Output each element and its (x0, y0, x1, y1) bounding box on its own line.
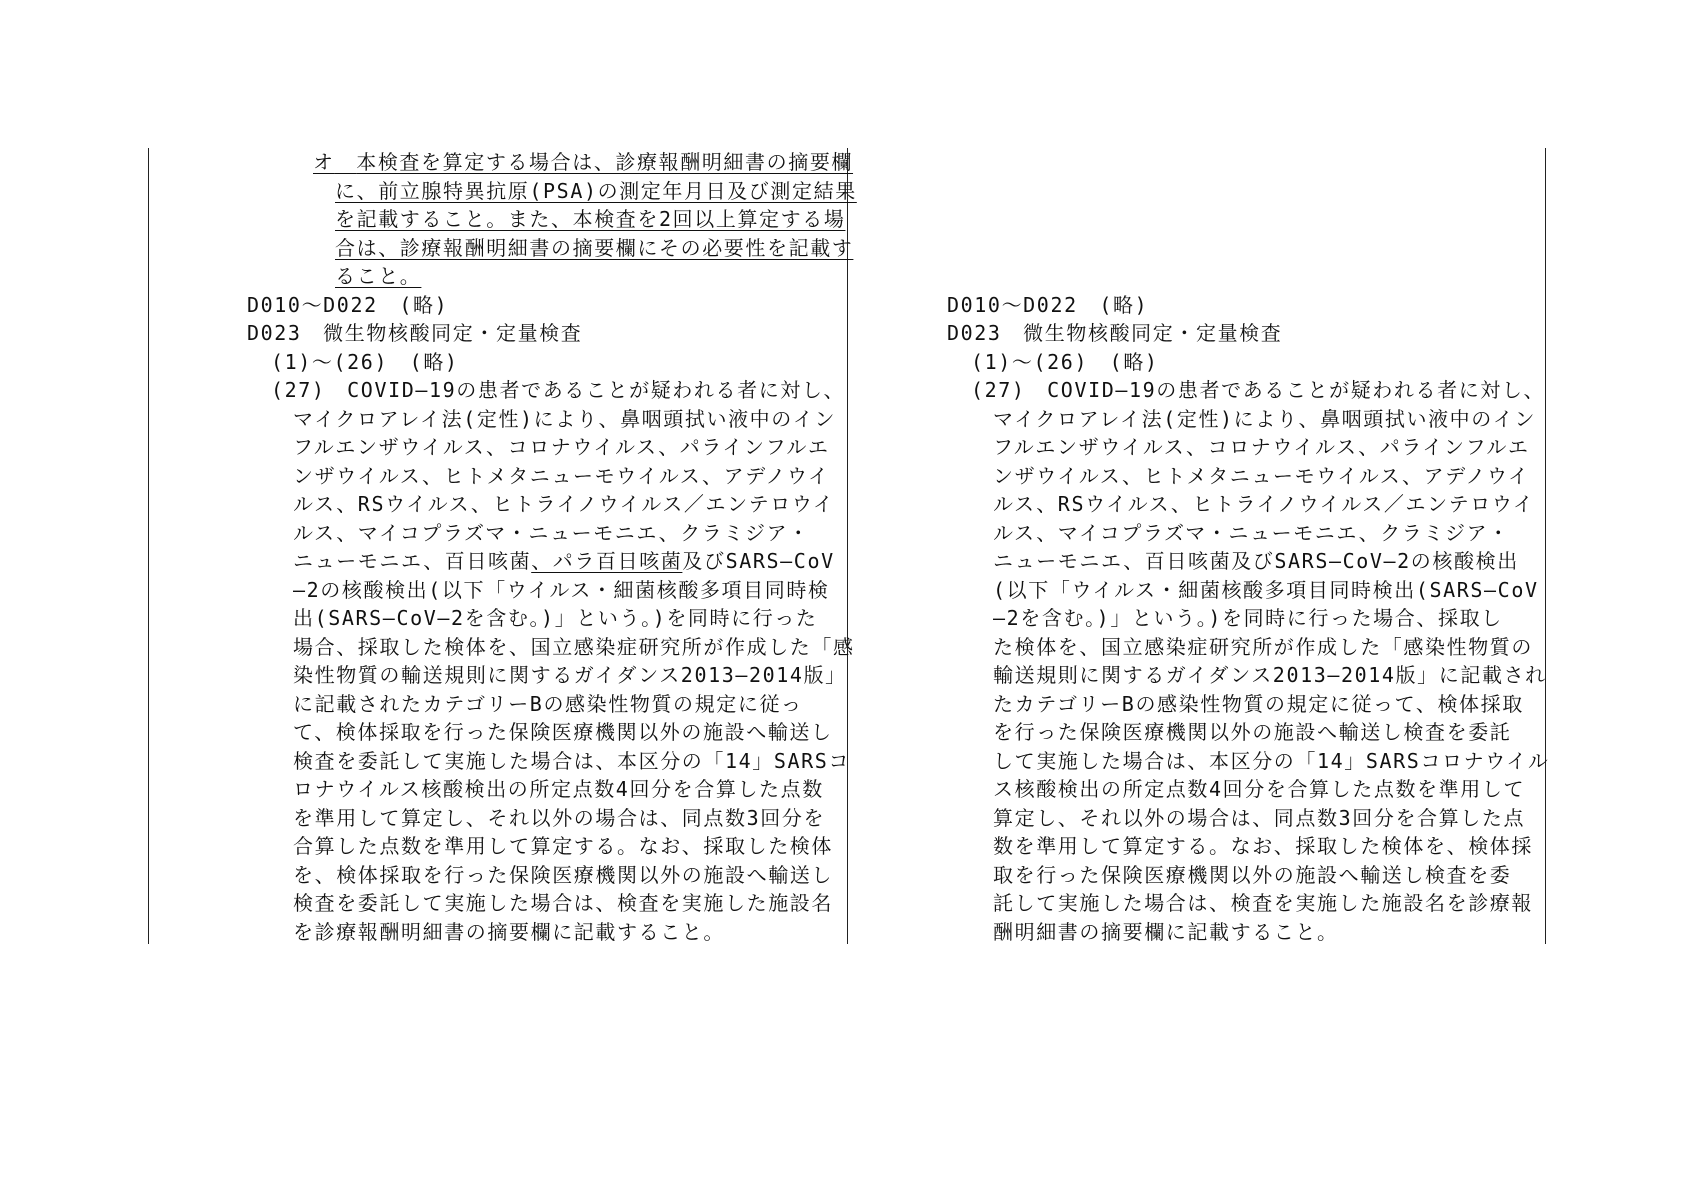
paragraph-line: 検査を委託して実施した場合は、検査を実施した施設名 (293, 891, 833, 915)
section-heading: D023 微生物核酸同定・定量検査 (247, 321, 583, 345)
paragraph-line: ス核酸検出の所定点数4回分を合算した点数を準用して (993, 777, 1526, 801)
paragraph-lead: (27) COVID―19の患者であることが疑われる者に対し、 (271, 378, 846, 402)
item-o-line-4: 合は、診療報酬明細書の摘要欄にその必要性を記載す (335, 235, 854, 260)
paragraph-line: ロナウイルス核酸検出の所定点数4回分を合算した点数 (293, 777, 824, 801)
paragraph-line: 場合、採取した検体を、国立感染症研究所が作成した「感 (293, 634, 855, 659)
subitem-omitted: (1)～(26) (略) (271, 349, 459, 374)
paragraph-line: ―2の核酸検出(以下「ウイルス・細菌核酸多項目同時検 (293, 577, 830, 602)
current-column (947, 148, 1550, 946)
paragraph-line: フルエンザウイルス、コロナウイルス、パラインフルエ (293, 435, 830, 459)
section-heading: D010～D022 (略) (247, 292, 449, 317)
subitem-omitted: (1)～(26) (略) (971, 349, 1159, 374)
item-o-line-2: に、前立腺特異抗原(PSA)の測定年月日及び測定結果 (335, 178, 857, 203)
paragraph-line: を、検体採取を行った保険医療機関以外の施設へ輸送し (293, 862, 833, 887)
paragraph-line: ルス、マイコプラズマ・ニューモニエ、クラミジア・ (993, 520, 1510, 545)
paragraph-line: ルス、マイコプラズマ・ニューモニエ、クラミジア・ (293, 520, 810, 545)
paragraph-line: 数を準用して算定する。なお、採取した検体を、検体採 (993, 834, 1533, 858)
paragraph-line: ルス、RSウイルス、ヒトライノウイルス／エンテロウイ (993, 492, 1535, 516)
paragraph-line: 託して実施した場合は、検査を実施した施設名を診療報 (993, 891, 1533, 915)
paragraph-line: マイクロアレイ法(定性)により、鼻咽頭拭い液中のイン (293, 406, 837, 431)
paragraph-line: 出(SARS―CoV―2を含む。)」という。)を同時に行った (293, 606, 818, 630)
paragraph-line: 酬明細書の摘要欄に記載すること。 (993, 919, 1339, 944)
paragraph-line: ンザウイルス、ヒトメタニューモウイルス、アデノウイ (293, 463, 830, 488)
comparison-table (148, 148, 1550, 944)
paragraph-line: 取を行った保険医療機関以外の施設へ輸送し検査を委 (993, 862, 1512, 887)
paragraph-line: を行った保険医療機関以外の施設へ輸送し検査を委託 (993, 720, 1512, 744)
section-heading: D010～D022 (略) (947, 292, 1149, 317)
paragraph-line: を準用して算定し、それ以外の場合は、同点数3回分を (293, 805, 826, 830)
paragraph-line: 輸送規則に関するガイダンス2013―2014版」に記載され (993, 663, 1547, 687)
paragraph-line: 合算した点数を準用して算定する。なお、採取した検体 (293, 834, 833, 858)
inserted-text: 、パラ百日咳菌 (531, 549, 683, 573)
paragraph-line: 算定し、それ以外の場合は、同点数3回分を合算した点 (993, 805, 1526, 830)
paragraph-line: て、検体採取を行った保険医療機関以外の施設へ輸送し (293, 720, 833, 744)
paragraph-line: マイクロアレイ法(定性)により、鼻咽頭拭い液中のイン (993, 406, 1537, 431)
paragraph-line: (以下「ウイルス・細菌核酸多項目同時検出(SARS―CoV (993, 577, 1539, 602)
revised-column (247, 148, 857, 946)
paragraph-line: ルス、RSウイルス、ヒトライノウイルス／エンテロウイ (293, 492, 835, 516)
item-o-line-1: オ 本検査を算定する場合は、診療報酬明細書の摘要欄 (313, 150, 854, 174)
paragraph-line: 染性物質の輸送規則に関するガイダンス2013―2014版」 (293, 663, 847, 687)
item-o-label: オ (313, 150, 335, 174)
paragraph-line: ニューモニエ、百日咳菌及びSARS―CoV―2の核酸検出 (993, 549, 1519, 573)
paragraph-line-with-insertion: ニューモニエ、百日咳菌、パラ百日咳菌及びSARS―CoV (293, 549, 835, 573)
paragraph-line: た検体を、国立感染症研究所が作成した「感染性物質の (993, 634, 1533, 659)
paragraph-line: に記載されたカテゴリーBの感染性物質の規定に従っ (293, 691, 803, 716)
paragraph-line: して実施した場合は、本区分の「14」SARSコロナウイル (993, 748, 1550, 773)
paragraph-line: 検査を委託して実施した場合は、本区分の「14」SARSコ (293, 748, 851, 773)
paragraph-line: ンザウイルス、ヒトメタニューモウイルス、アデノウイ (993, 463, 1530, 488)
paragraph-lead: (27) COVID―19の患者であることが疑われる者に対し、 (971, 378, 1546, 402)
section-heading: D023 微生物核酸同定・定量検査 (947, 321, 1283, 345)
paragraph-line: ―2を含む。)」という。)を同時に行った場合、採取し (993, 606, 1503, 630)
item-o-line-5: ること。 (335, 264, 422, 288)
paragraph-line: を診療報酬明細書の摘要欄に記載すること。 (293, 919, 725, 944)
item-o-line-3: を記載すること。また、本検査を2回以上算定する場 (335, 207, 846, 231)
column-divider (847, 148, 848, 944)
paragraph-line: フルエンザウイルス、コロナウイルス、パラインフルエ (993, 435, 1530, 459)
paragraph-line: たカテゴリーBの感染性物質の規定に従って、検体採取 (993, 691, 1524, 716)
